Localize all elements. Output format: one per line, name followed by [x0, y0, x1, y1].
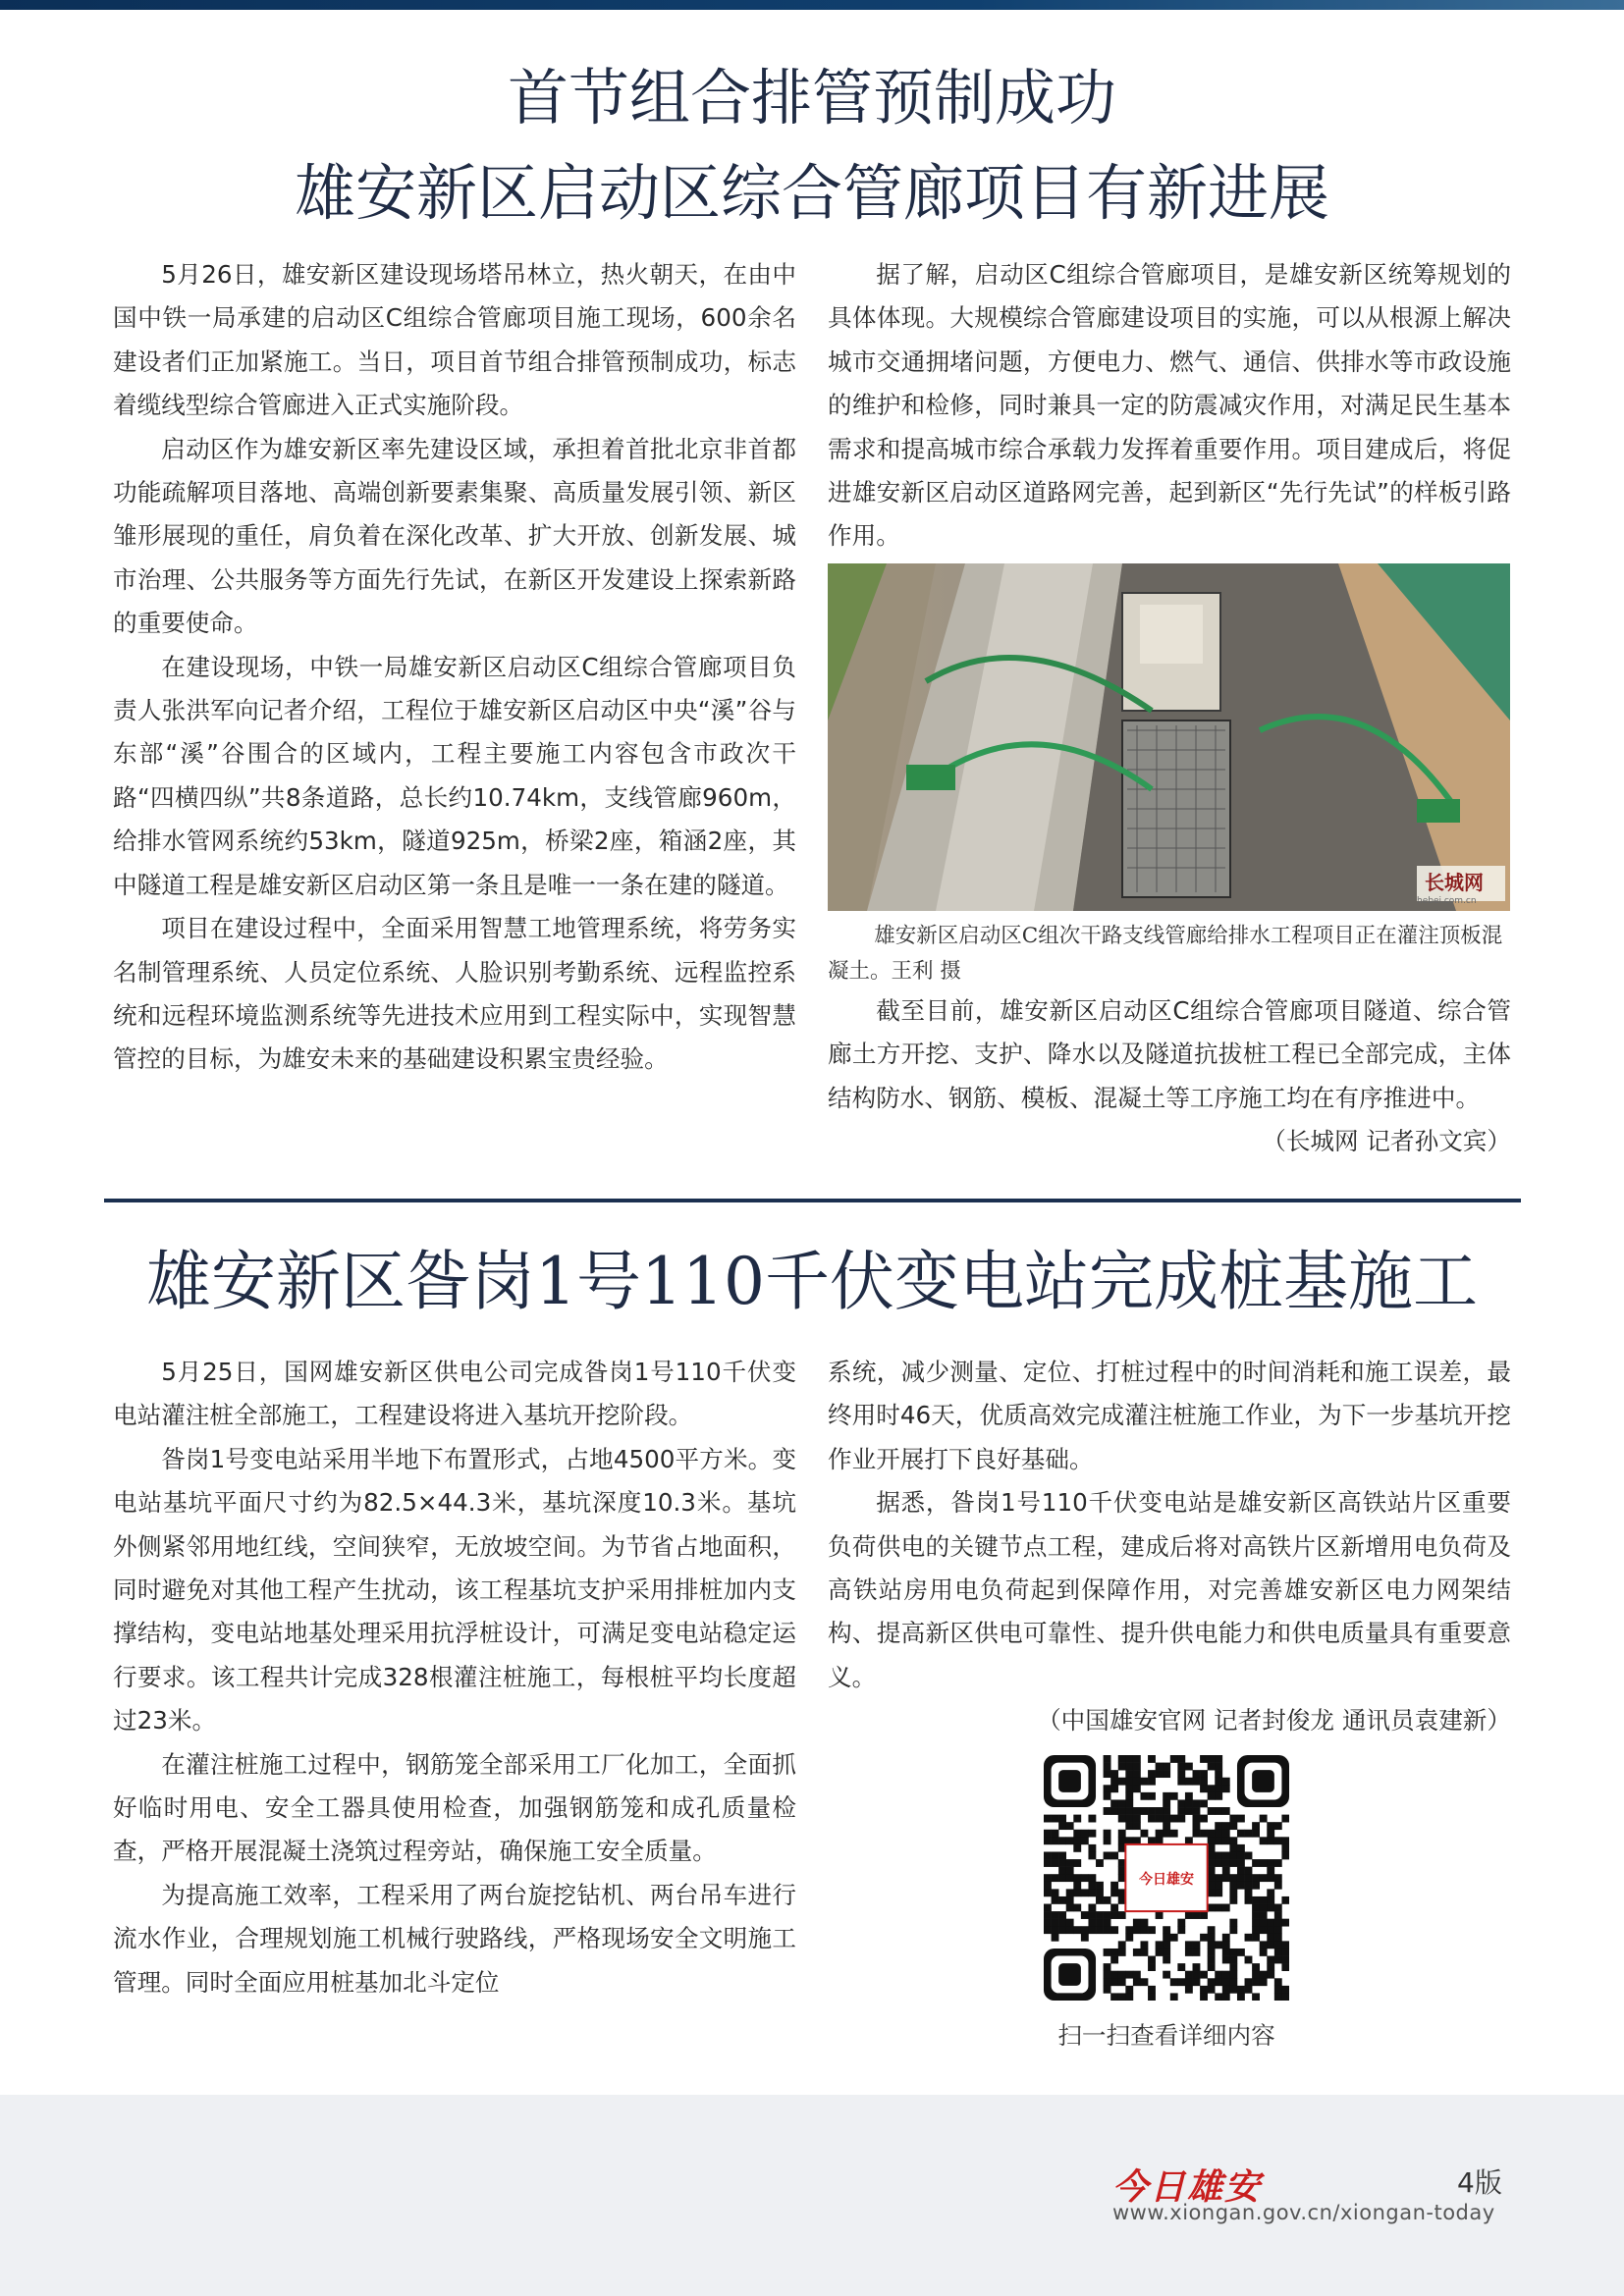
paragraph: 在灌注桩施工过程中，钢筋笼全部采用工厂化加工，全面抓好临时用电、安全工器具使用检查，加强钢筋笼和成孔质量检查，严格开展混凝土浇筑过程旁站，确保施工安全质量。: [113, 1749, 796, 1866]
photo-watermark-sub: hebei.com.cn: [1417, 896, 1477, 906]
paragraph: 据悉，昝岗1号110千伏变电站是雄安新区高铁站片区重要负荷供电的关键节点工程，建成后将对高铁片区新增用电负荷及高铁站房用电负荷起到保障作用，对完善雄安新区电力网架结构、提高新区供电可靠性、提升供电能力和供电质量具有重要意义。: [828, 1488, 1511, 1691]
article2-credit: （中国雄安官网 记者封俊龙 通讯员袁建新）: [1037, 1706, 1511, 1735]
paragraph: 据了解，启动区C组综合管廊项目，是雄安新区统筹规划的具体体现。大规模综合管廊建设项目的实施，可以从根源上解决城市交通拥堵问题，方便电力、燃气、通信、供排水等市政设施的维护和检修，同时兼具一定的防震减灾作用，对满足民生基本需求和提高城市综合承载力发挥着重要作用。项目建成后，将促进雄安新区启动区道路网完善，起到新区“先行先试”的样板引路作用。: [828, 260, 1511, 551]
qr-label: 扫一扫查看详细内容: [1057, 2021, 1275, 2050]
article1-column2-bottom: [828, 989, 1511, 1164]
photo-watermark: 长城网: [1425, 871, 1484, 894]
qr-center-logo: 今日雄安: [1139, 1872, 1194, 1889]
publication-logo: 今日雄安: [1112, 2166, 1263, 2208]
section-divider: [104, 1199, 1521, 1202]
footer: [0, 2095, 1624, 2296]
article2-column2: [828, 1351, 1511, 1743]
top-color-bar: [0, 0, 1624, 10]
paragraph-continued: 系统，减少测量、定位、打桩过程中的时间消耗和施工误差，最终用时46天，优质高效完成灌注桩施工作业，为下一步基坑开挖作业开展打下良好基础。: [828, 1358, 1511, 1473]
qr-code[interactable]: [1044, 1755, 1289, 2001]
article1-credit: （长城网 记者孙文宾）: [1262, 1127, 1511, 1156]
article1-column2-top: [828, 253, 1511, 559]
paragraph: 启动区作为雄安新区率先建设区域，承担着首批北京非首都功能疏解项目落地、高端创新要素集聚、高质量发展引领、新区雏形展现的重任，肩负着在深化改革、扩大开放、创新发展、城市治理、公共服务等方面先行先试，在新区开发建设上探索新路的重要使命。: [113, 434, 796, 638]
article1-column1: [113, 253, 796, 1082]
article2-title: 雄安新区昝岗1号110千伏变电站完成桩基施工: [146, 1244, 1478, 1319]
paragraph: 5月26日，雄安新区建设现场塔吊林立，热火朝天，在由中国中铁一局承建的启动区C组综合管廊项目施工现场，600余名建设者们正加紧施工。当日，项目首节组合排管预制成功，标志着缆线型综合管廊进入正式实施阶段。: [113, 260, 796, 420]
article1-title-line2: 雄安新区启动区综合管廊项目有新进展: [294, 157, 1329, 229]
paragraph: 项目在建设过程中，全面采用智慧工地管理系统，将劳务实名制管理系统、人员定位系统、人脸识别考勤系统、远程监控系统和远程环境监测系统等先进技术应用到工程实际中，实现智慧管控的目标，为雄安未来的基础建设积累宝贵经验。: [113, 914, 796, 1074]
paragraph: 5月25日，国网雄安新区供电公司完成昝岗1号110千伏变电站灌注桩全部施工，工程建设将进入基坑开挖阶段。: [113, 1358, 796, 1430]
photo-caption: 雄安新区启动区C组次干路支线管廊给排水工程项目正在灌注顶板混凝土。王利 摄: [828, 924, 1503, 984]
paragraph: 昝岗1号变电站采用半地下布置形式，占地4500平方米。变电站基坑平面尺寸约为82.5×44.3米，基坑深度10.3米。基坑外侧紧邻用地红线，空间狭窄，无放坡空间。为节省占地面积，同时避免对其他工程产生扰动，该工程基坑支护采用排桩加内支撑结构，变电站地基处理采用抗浮桩设计，可满足变电站稳定运行要求。该工程共计完成328根灌注桩施工，每根桩平均长度超过23米。: [113, 1444, 796, 1735]
footer-url[interactable]: www.xiongan.gov.cn/xiongan-today: [1112, 2201, 1495, 2224]
page-number: 4版: [1457, 2166, 1502, 2199]
construction-photo: [828, 563, 1510, 911]
paragraph: 截至目前，雄安新区启动区C组综合管廊项目隧道、综合管廊土方开挖、支护、降水以及隧道抗拔桩工程已全部完成，主体结构防水、钢筋、模板、混凝土等工序施工均在有序推进中。: [828, 996, 1511, 1112]
article1-title-line1: 首节组合排管预制成功: [507, 62, 1116, 133]
article2-column1: [113, 1351, 796, 2004]
paragraph: 为提高施工效率，工程采用了两台旋挖钻机、两台吊车进行流水作业，合理规划施工机械行驶路线，严格现场安全文明施工管理。同时全面应用桩基加北斗定位: [113, 1880, 796, 1997]
paragraph: 在建设现场，中铁一局雄安新区启动区C组综合管廊项目负责人张洪军向记者介绍，工程位于雄安新区启动区中央“溪”谷与东部“溪”谷围合的区域内，工程主要施工内容包含市政次干路“四横四纵”共8条道路，总长约10.74km，支线管廊960m，给排水管网系统约53km，隧道925m，桥梁2座，箱涵2座，其中隧道工程是雄安新区启动区第一条且是唯一一条在建的隧道。: [113, 652, 796, 899]
